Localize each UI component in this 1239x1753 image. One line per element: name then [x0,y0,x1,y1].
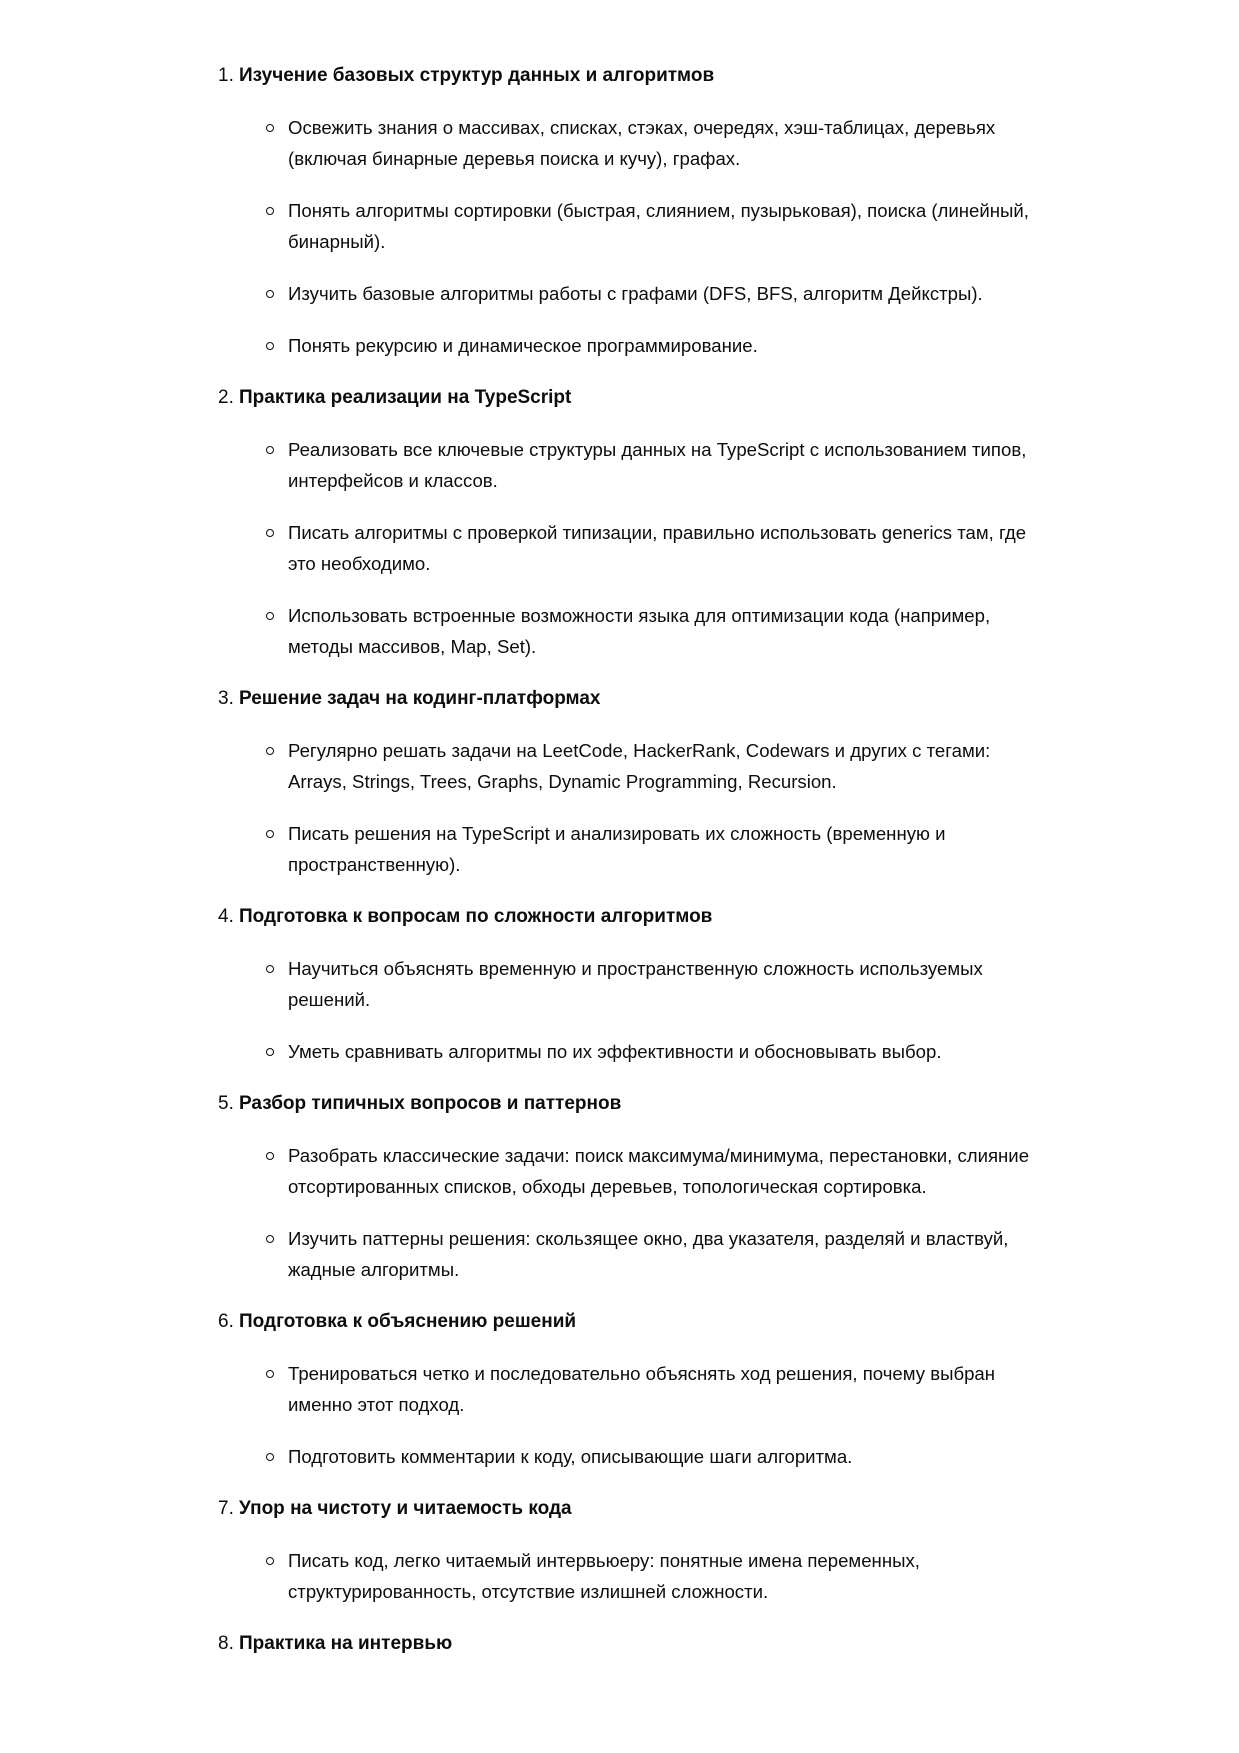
section-number: 5. [218,1093,234,1114]
list-item-text: Научиться объяснять временную и пространственную сложность используемых решений. [288,958,983,1010]
sub-item-list [218,953,1048,1067]
list-item [288,1441,1048,1472]
list-item-text: Использовать встроенные возможности языка для оптимизации кода (например, методы массивов, Map, Set). [288,605,991,657]
section-title: Подготовка к объяснению решений [239,1311,577,1332]
sub-item-list [218,1358,1048,1472]
list-item [288,112,1048,174]
list-item [288,278,1048,309]
list-item-text: Подготовить комментарии к коду, описывающие шаги алгоритма. [288,1446,853,1467]
section-number: 3. [218,688,234,709]
list-item-text: Освежить знания о массивах, списках, стэках, очередях, хэш-таблицах, деревьях (включая бинарные деревья поиска и кучу), графах. [288,117,996,169]
list-item-text: Изучить базовые алгоритмы работы с графами (DFS, BFS, алгоритм Дейкстры). [288,283,983,304]
plan-section [218,683,1048,880]
section-heading [218,1628,1048,1659]
list-item [288,330,1048,361]
section-heading [218,1493,1048,1524]
hollow-bullet-icon [266,124,274,132]
plan-section [218,1628,1048,1659]
section-heading [218,1088,1048,1119]
list-item-text: Регулярно решать задачи на LeetCode, HackerRank, Codewars и других с тегами: Arrays, Strings, Trees, Graphs, Dynamic Programming, Recursion. [288,740,991,792]
hollow-bullet-icon [266,747,274,755]
list-item [288,1223,1048,1285]
section-number: 6. [218,1311,234,1332]
list-item [288,735,1048,797]
section-title: Упор на чистоту и читаемость кода [239,1498,572,1519]
plan-section [218,1493,1048,1607]
hollow-bullet-icon [266,1048,274,1056]
plan-section [218,1088,1048,1285]
list-item-text: Писать код, легко читаемый интервьюеру: понятные имена переменных, структурированность, отсутствие излишней сложности. [288,1550,920,1602]
list-item-text: Писать решения на TypeScript и анализировать их сложность (временную и пространственную). [288,823,946,875]
hollow-bullet-icon [266,529,274,537]
section-number: 8. [218,1633,234,1654]
plan-section [218,1306,1048,1472]
section-title: Разбор типичных вопросов и паттернов [239,1093,622,1114]
sub-item-list [218,434,1048,662]
section-title: Практика реализации на TypeScript [239,387,572,408]
hollow-bullet-icon [266,290,274,298]
sub-item-list [218,112,1048,361]
list-item [288,1545,1048,1607]
section-title: Решение задач на кодинг-платформах [239,688,601,709]
list-item-text: Уметь сравнивать алгоритмы по их эффективности и обосновывать выбор. [288,1041,942,1062]
list-item-text: Писать алгоритмы с проверкой типизации, правильно использовать generics там, где это необходимо. [288,522,1027,574]
list-item [288,195,1048,257]
list-item [288,1358,1048,1420]
section-heading [218,1306,1048,1337]
section-title: Изучение базовых структур данных и алгоритмов [239,65,715,86]
hollow-bullet-icon [266,1370,274,1378]
section-title: Практика на интервью [239,1633,453,1654]
document-body [218,60,1048,1680]
section-number: 4. [218,906,234,927]
hollow-bullet-icon [266,965,274,973]
list-item-text: Изучить паттерны решения: скользящее окно, два указателя, разделяй и властвуй, жадные алгоритмы. [288,1228,1009,1280]
hollow-bullet-icon [266,1453,274,1461]
list-item-text: Тренироваться четко и последовательно объяснять ход решения, почему выбран именно этот подход. [288,1363,996,1415]
sub-item-list [218,1545,1048,1607]
section-number: 2. [218,387,234,408]
list-item [288,1036,1048,1067]
section-heading [218,60,1048,91]
section-number: 7. [218,1498,234,1519]
list-item-text: Реализовать все ключевые структуры данных на TypeScript с использованием типов, интерфейсов и классов. [288,439,1027,491]
hollow-bullet-icon [266,1235,274,1243]
hollow-bullet-icon [266,1557,274,1565]
plan-section [218,60,1048,361]
list-item [288,517,1048,579]
plan-section [218,382,1048,662]
list-item [288,818,1048,880]
hollow-bullet-icon [266,207,274,215]
plan-section [218,901,1048,1067]
sub-item-list [218,735,1048,880]
section-heading [218,683,1048,714]
list-item [288,434,1048,496]
list-item [288,953,1048,1015]
list-item [288,1140,1048,1202]
section-heading [218,382,1048,413]
list-item [288,600,1048,662]
list-item-text: Понять рекурсию и динамическое программирование. [288,335,758,356]
section-heading [218,901,1048,932]
hollow-bullet-icon [266,612,274,620]
section-title: Подготовка к вопросам по сложности алгоритмов [239,906,713,927]
hollow-bullet-icon [266,446,274,454]
sub-item-list [218,1140,1048,1285]
section-number: 1. [218,65,234,86]
hollow-bullet-icon [266,1152,274,1160]
list-item-text: Понять алгоритмы сортировки (быстрая, слиянием, пузырьковая), поиска (линейный, бинарный). [288,200,1029,252]
hollow-bullet-icon [266,830,274,838]
list-item-text: Разобрать классические задачи: поиск максимума/минимума, перестановки, слияние отсортированных списков, обходы деревьев, топологическая сортировка. [288,1145,1030,1197]
hollow-bullet-icon [266,342,274,350]
